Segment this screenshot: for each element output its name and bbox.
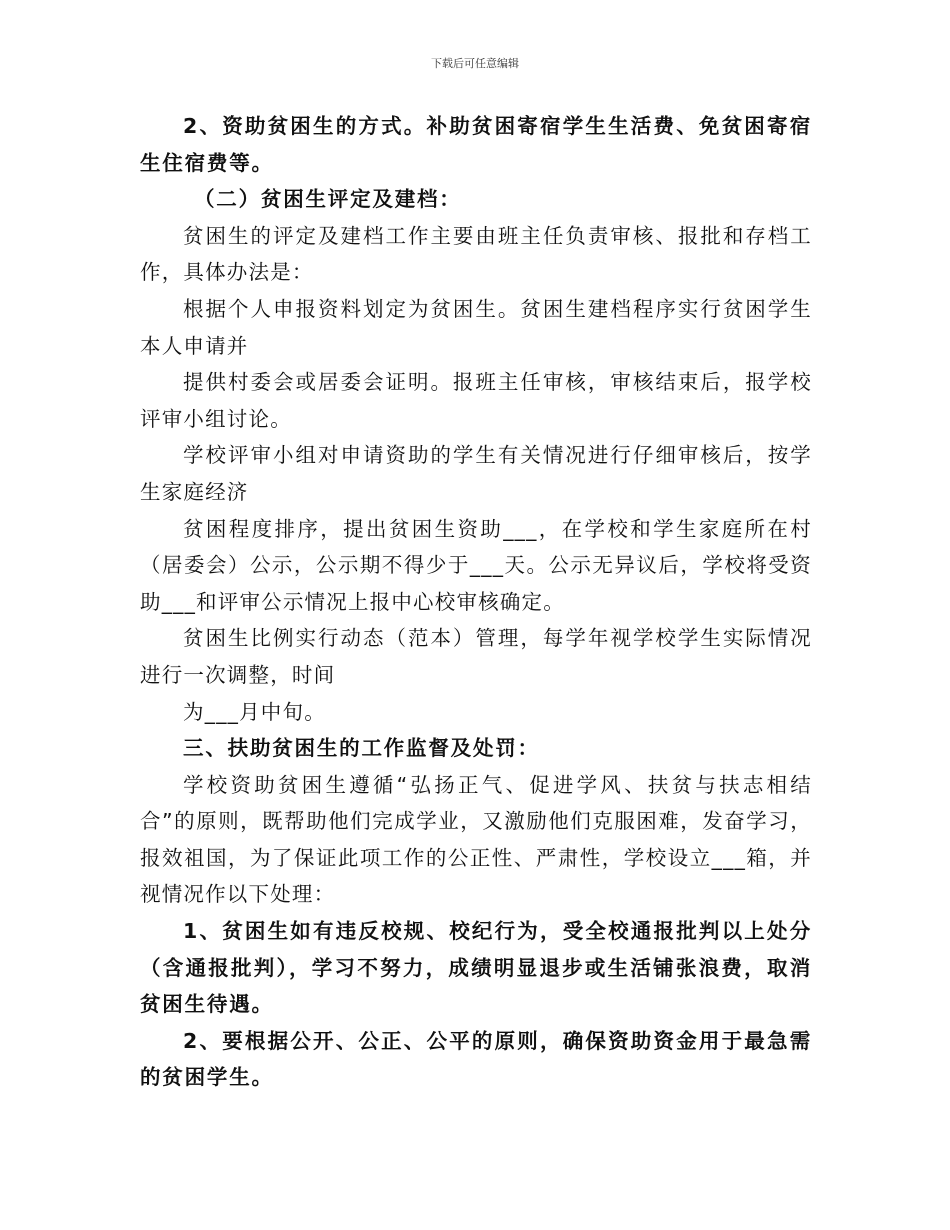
document-body [140, 108, 812, 1096]
paragraph-ranking-publicity: 贫困程度排序，提出贫困生资助___，在学校和学生家庭所在村（居委会）公示，公示期不得少于___天。公示无异议后，学校将受资助___和评审公示情况上报中心校审核确定。 [140, 516, 812, 614]
paragraph-penalty-rule-2: 2、要根据公开、公正、公平的原则，确保资助资金用于最急需的贫困学生。 [140, 1028, 812, 1090]
section-heading-evaluation: （二）贫困生评定及建档： [194, 187, 462, 212]
paragraph-aid-methods: 2、资助贫困生的方式。补助贫困寄宿学生生活费、免贫困寄宿生住宿费等。 [140, 114, 812, 175]
paragraph-timing: 为___月中旬。 [183, 699, 326, 724]
paragraph-principles: 学校资助贫困生遵循“弘扬正气、促进学风、扶贫与扶志相结合”的原则，既帮助他们完成学业，又激励他们克服困难，发奋学习，报效祖国，为了保证此项工作的公正性、严肃性，学校设立___箱，并视情况作以下处理： [140, 772, 812, 907]
paragraph-certification: 提供村委会或居委会证明。报班主任审核，审核结束后，报学校评审小组讨论。 [140, 370, 812, 431]
paragraph-application: 根据个人申报资料划定为贫困生。贫困生建档程序实行贫困学生本人申请并 [140, 296, 812, 358]
paragraph-penalty-rule-1: 1、贫困生如有违反校规、校纪行为，受全校通报批判以上处分（含通报批判），学习不努力，成绩明显退步或生活铺张浪费，取消贫困生待遇。 [140, 919, 812, 1017]
paragraph-dynamic-management: 贫困生比例实行动态（范本）管理，每学年视学校学生实际情况进行一次调整，时间 [140, 626, 812, 687]
section-heading-supervision: 三、扶助贫困生的工作监督及处罚： [183, 736, 540, 761]
page-header: 下载后可任意编辑 [431, 57, 519, 70]
paragraph-evaluation-intro: 贫困生的评定及建档工作主要由班主任负责审核、报批和存档工作，具体办法是： [140, 223, 812, 285]
paragraph-review: 学校评审小组对申请资助的学生有关情况进行仔细审核后，按学生家庭经济 [140, 443, 812, 504]
